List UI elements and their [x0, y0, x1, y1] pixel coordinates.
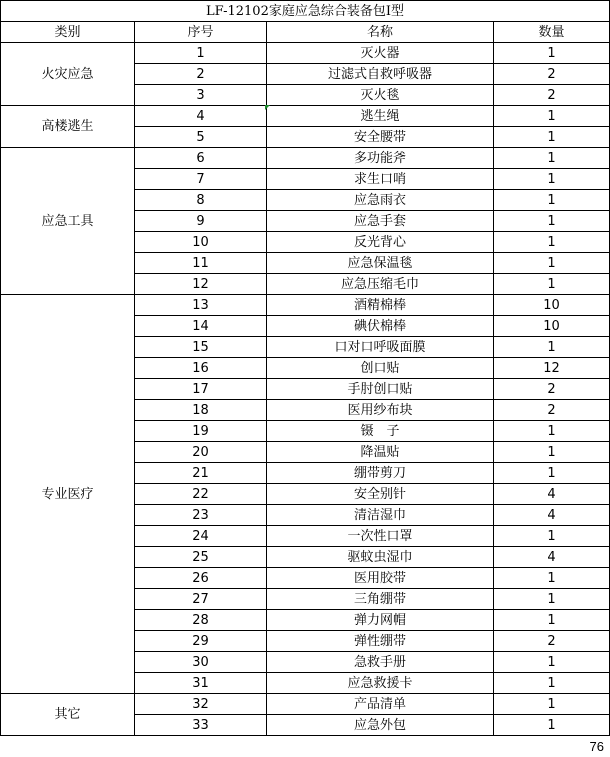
seq-cell: 31 [135, 673, 267, 694]
seq-cell: 9 [135, 211, 267, 232]
category-cell: 应急工具 [1, 148, 135, 295]
table-row [1, 148, 610, 169]
seq-cell: 12 [135, 274, 267, 295]
seq-cell: 24 [135, 526, 267, 547]
seq-cell: 33 [135, 715, 267, 736]
qty-cell: 1 [494, 652, 610, 673]
qty-cell: 1 [494, 463, 610, 484]
name-cell: 碘伏棉棒 [267, 316, 494, 337]
table-row [1, 295, 610, 316]
seq-cell: 26 [135, 568, 267, 589]
name-cell: 手肘创口贴 [267, 379, 494, 400]
name-cell: 应急雨衣 [267, 190, 494, 211]
header-name: 名称 [267, 22, 494, 43]
table-row [1, 694, 610, 715]
qty-cell: 1 [494, 673, 610, 694]
header-qty: 数量 [494, 22, 610, 43]
qty-cell: 1 [494, 442, 610, 463]
qty-cell: 1 [494, 526, 610, 547]
name-cell: 急救手册 [267, 652, 494, 673]
page-number: 76 [589, 739, 604, 754]
seq-cell: 11 [135, 253, 267, 274]
table-row [1, 43, 610, 64]
comment-indicator-icon [265, 105, 270, 110]
seq-cell: 28 [135, 610, 267, 631]
qty-cell: 1 [494, 337, 610, 358]
qty-cell: 1 [494, 190, 610, 211]
name-cell: 应急保温毯 [267, 253, 494, 274]
seq-cell: 25 [135, 547, 267, 568]
qty-cell: 12 [494, 358, 610, 379]
qty-cell: 1 [494, 148, 610, 169]
qty-cell: 10 [494, 295, 610, 316]
qty-cell: 1 [494, 232, 610, 253]
seq-cell: 13 [135, 295, 267, 316]
name-cell: 弹力网帽 [267, 610, 494, 631]
seq-cell: 18 [135, 400, 267, 421]
name-cell: 安全别针 [267, 484, 494, 505]
seq-cell: 2 [135, 64, 267, 85]
qty-cell: 4 [494, 505, 610, 526]
name-cell: 驱蚊虫湿巾 [267, 547, 494, 568]
name-cell: 创口贴 [267, 358, 494, 379]
seq-cell: 21 [135, 463, 267, 484]
name-cell: 镊 子 [267, 421, 494, 442]
qty-cell: 1 [494, 568, 610, 589]
name-cell: 应急救援卡 [267, 673, 494, 694]
qty-cell: 1 [494, 127, 610, 148]
qty-cell: 1 [494, 43, 610, 64]
title-row [1, 1, 610, 22]
seq-cell: 8 [135, 190, 267, 211]
table-body [1, 1, 610, 736]
name-cell: 医用胶带 [267, 568, 494, 589]
name-cell: 清洁湿巾 [267, 505, 494, 526]
qty-cell: 2 [494, 64, 610, 85]
seq-cell: 29 [135, 631, 267, 652]
qty-cell: 1 [494, 106, 610, 127]
qty-cell: 2 [494, 400, 610, 421]
qty-cell: 4 [494, 484, 610, 505]
name-cell: 酒精棉棒 [267, 295, 494, 316]
name-cell: 求生口哨 [267, 169, 494, 190]
name-cell: 安全腰带 [267, 127, 494, 148]
qty-cell: 2 [494, 379, 610, 400]
seq-cell: 19 [135, 421, 267, 442]
qty-cell: 1 [494, 589, 610, 610]
seq-cell: 17 [135, 379, 267, 400]
name-cell: 逃生绳 [267, 106, 494, 127]
seq-cell: 1 [135, 43, 267, 64]
seq-cell: 4 [135, 106, 267, 127]
name-cell: 灭火器 [267, 43, 494, 64]
qty-cell: 1 [494, 715, 610, 736]
header-seq: 序号 [135, 22, 267, 43]
name-cell: 一次性口罩 [267, 526, 494, 547]
qty-cell: 10 [494, 316, 610, 337]
name-cell: 弹性绷带 [267, 631, 494, 652]
qty-cell: 1 [494, 694, 610, 715]
seq-cell: 20 [135, 442, 267, 463]
name-cell: 医用纱布块 [267, 400, 494, 421]
seq-cell: 32 [135, 694, 267, 715]
qty-cell: 1 [494, 274, 610, 295]
seq-cell: 10 [135, 232, 267, 253]
name-cell: 反光背心 [267, 232, 494, 253]
header-category: 类别 [1, 22, 135, 43]
name-cell: 绷带剪刀 [267, 463, 494, 484]
qty-cell: 1 [494, 610, 610, 631]
seq-cell: 22 [135, 484, 267, 505]
name-cell: 过滤式自救呼吸器 [267, 64, 494, 85]
seq-cell: 5 [135, 127, 267, 148]
category-cell: 高楼逃生 [1, 106, 135, 148]
qty-cell: 1 [494, 169, 610, 190]
category-cell: 其它 [1, 694, 135, 736]
name-cell: 应急手套 [267, 211, 494, 232]
table-title: LF-12102家庭应急综合装备包I型 [1, 1, 610, 22]
qty-cell: 2 [494, 631, 610, 652]
name-cell: 应急压缩毛巾 [267, 274, 494, 295]
name-cell: 三角绷带 [267, 589, 494, 610]
name-cell: 降温贴 [267, 442, 494, 463]
qty-cell: 1 [494, 211, 610, 232]
name-cell: 多功能斧 [267, 148, 494, 169]
name-cell: 产品清单 [267, 694, 494, 715]
table-row [1, 106, 610, 127]
qty-cell: 1 [494, 253, 610, 274]
seq-cell: 6 [135, 148, 267, 169]
qty-cell: 4 [494, 547, 610, 568]
seq-cell: 16 [135, 358, 267, 379]
seq-cell: 23 [135, 505, 267, 526]
seq-cell: 7 [135, 169, 267, 190]
seq-cell: 15 [135, 337, 267, 358]
seq-cell: 14 [135, 316, 267, 337]
category-cell: 火灾应急 [1, 43, 135, 106]
seq-cell: 3 [135, 85, 267, 106]
category-cell: 专业医疗 [1, 295, 135, 694]
seq-cell: 27 [135, 589, 267, 610]
name-cell: 口对口呼吸面膜 [267, 337, 494, 358]
header-row [1, 22, 610, 43]
qty-cell: 2 [494, 85, 610, 106]
name-cell: 应急外包 [267, 715, 494, 736]
qty-cell: 1 [494, 421, 610, 442]
seq-cell: 30 [135, 652, 267, 673]
name-cell: 灭火毯 [267, 85, 494, 106]
